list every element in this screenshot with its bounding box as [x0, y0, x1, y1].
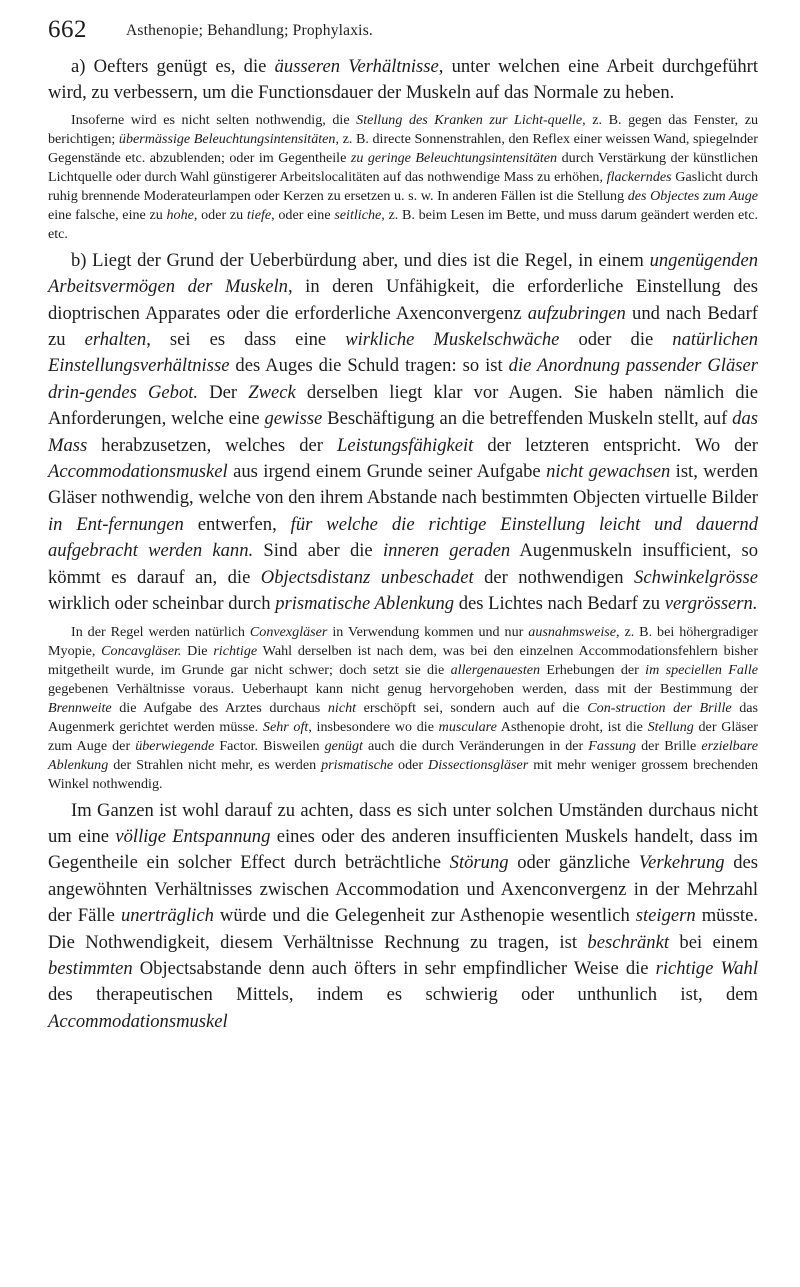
text-run: Insoferne wird es nicht selten nothwendig, die — [71, 111, 357, 128]
emphasis-text: überwiegende — [135, 737, 215, 754]
text-run: , z. B. gegen das Fenster, zu berichtigen; — [48, 111, 759, 147]
text-run: Sind aber die — [253, 540, 383, 562]
text-run: durch Verstärkung der künstlichen Lichtquelle oder durch Wahl günstigerer Arbeitslocalitäten auf das nothwendige Mass zu erhöhen, — [48, 149, 758, 185]
text-run: erschöpft sei, sondern auch auf die — [356, 699, 588, 716]
emphasis-text: in Ent-fernungen — [48, 513, 184, 535]
text-run: der Gläser zum Auge der — [48, 718, 758, 754]
text-run: des therapeutischen Mittels, indem es schwierig oder unthunlich ist, dem — [48, 984, 758, 1006]
emphasis-text: nicht — [327, 699, 357, 716]
emphasis-text: Zweck — [248, 381, 296, 403]
text-run: , oder zu — [193, 206, 247, 223]
text-run: bei einem — [669, 931, 758, 953]
emphasis-text: Störung — [449, 852, 509, 874]
text-run: , z. B. directe Sonnenstrahlen, den Reflex einer weissen Wand, spiegelnder Gegenstände etc. abzublenden; oder im Gegentheile — [48, 130, 758, 166]
emphasis-text: tiefe — [246, 206, 272, 223]
text-run: Asthenopie droht, ist die — [496, 718, 648, 735]
emphasis-text: natürlichen Einstellungsverhältnisse — [48, 329, 759, 377]
text-run: und nach Bedarf zu — [48, 302, 758, 351]
emphasis-text: ausnahmsweise — [528, 623, 616, 640]
emphasis-text: nicht gewachsen — [546, 461, 671, 483]
text-run: der Strahlen nicht mehr, es werden — [108, 756, 322, 773]
text-run: , sei es dass eine — [146, 329, 346, 351]
text-run: Wahl derselben ist nach dem, was bei den einzelnen Accommodationsfehlern bisher mitgetheilt wurde, im Grunde gar nicht schwer; doch setzt sie die — [48, 642, 759, 678]
text-run: In der Regel werden natürlich — [71, 623, 250, 640]
text-run: auch die durch Veränderungen in der — [362, 737, 589, 754]
emphasis-text: für welche die richtige Einstellung leicht und dauernd aufgebracht werden kann. — [48, 513, 758, 562]
text-run: gegebenen Verhältnisse voraus. Ueberhaupt kann nicht genug hervorgehoben werden, dass mit der Bestimmung der — [48, 680, 758, 697]
text-run: Objectsabstande denn auch öfters in sehr empfindlicher Weise die — [132, 957, 656, 979]
emphasis-text: Convexgläser — [249, 623, 328, 640]
emphasis-text: Concavgläser. — [101, 642, 182, 659]
emphasis-text: das Mass — [48, 408, 758, 456]
text-run: herabzusetzen, welches der — [87, 434, 337, 456]
emphasis-text: äusseren Verhältnisse — [274, 56, 439, 77]
emphasis-text: Stellung — [647, 718, 694, 735]
note-lighting — [48, 111, 758, 244]
emphasis-text: allergenauesten — [450, 661, 541, 678]
emphasis-text: steigern — [635, 905, 696, 927]
emphasis-text: Accommodationsmuskel — [48, 1010, 228, 1032]
text-run: der letzteren entspricht. Wo der — [473, 434, 758, 456]
text-run: des Auges die Schuld tragen: so ist — [229, 355, 509, 377]
text-run: Beschäftigung an die betreffenden Muskeln stellt, auf — [322, 408, 733, 430]
emphasis-text: aufzubringen — [527, 302, 626, 324]
emphasis-text: Stellung des Kranken zur Licht-quelle — [356, 111, 583, 128]
emphasis-text: flackerndes — [606, 168, 672, 185]
emphasis-text: inneren geraden — [382, 540, 511, 562]
text-run: Factor. Bisweilen — [214, 737, 325, 754]
text-run: eines oder des anderen insufficienten Muskels handelt, dass im Gegentheile ein solcher Effect durch beträchtliche — [48, 825, 758, 874]
emphasis-text: zu geringe Beleuchtungsintensitäten — [350, 149, 558, 166]
text-run: entwerfen, — [183, 513, 291, 535]
emphasis-text: wirkliche Muskelschwäche — [345, 329, 560, 351]
paragraph-conclusion — [48, 798, 758, 1036]
page-header — [48, 16, 758, 54]
text-run: Augenmuskeln insufficient, so kömmt es darauf an, die — [48, 540, 759, 588]
emphasis-text: seitliche — [334, 206, 382, 223]
emphasis-text: Dissectionsgläser — [428, 756, 529, 773]
emphasis-text: vergrössern. — [664, 593, 758, 615]
text-run: in Verwendung kommen und nur — [327, 623, 529, 640]
emphasis-text: Accommodationsmuskel — [48, 461, 228, 483]
emphasis-text: hohe — [166, 206, 194, 223]
book-page — [48, 16, 758, 1035]
text-run: mit mehr weniger grossem brechenden Winkel nothwendig. — [48, 756, 758, 792]
emphasis-text: prismatische — [321, 756, 394, 773]
text-run: , insbesondere wo die — [308, 718, 439, 735]
emphasis-text: Brennweite — [48, 699, 112, 716]
text-run: ist, werden Gläser nothwendig, welche von den ihrem Abstande nach bestimmten Objecten virtuelle Bilder — [48, 461, 758, 509]
emphasis-text: übermässige Beleuchtungsintensitäten — [118, 130, 336, 147]
text-run: würde und die Gelegenheit zur Asthenopie wesentlich — [213, 905, 636, 927]
text-run: oder die — [559, 329, 673, 351]
emphasis-text: erzielbare Ablenkung — [48, 737, 758, 773]
text-run: Der — [198, 381, 249, 403]
emphasis-text: die Anordnung passender Gläser drin-gendes Gebot. — [48, 355, 758, 403]
paragraph-b — [48, 248, 758, 618]
text-run: der nothwendigen — [473, 566, 635, 588]
text-run: , oder eine — [271, 206, 335, 223]
emphasis-text: musculare — [438, 718, 497, 735]
emphasis-text: Sehr oft — [262, 718, 309, 735]
emphasis-text: genügt — [324, 737, 363, 754]
emphasis-text: richtige — [213, 642, 258, 659]
page-number: 662 — [48, 16, 87, 43]
emphasis-text: erhalten — [84, 329, 147, 351]
emphasis-text: Leistungsfähigkeit — [336, 434, 474, 456]
text-run: aus irgend einem Grunde seiner Aufgabe — [227, 461, 547, 483]
text-run: Erhebungen der — [540, 661, 646, 678]
emphasis-text: Verkehrung — [638, 852, 725, 874]
text-run: b) Liegt der Grund der Ueberbürdung aber, und dies ist die Regel, in einem — [71, 249, 650, 271]
text-run: , z. B. bei höhergradiger Myopie, — [48, 623, 758, 659]
emphasis-text: ungenügenden Arbeitsvermögen der Muskeln — [48, 249, 758, 298]
emphasis-text: im speciellen Falle — [645, 661, 759, 678]
text-run: derselben liegt klar vor Augen. Sie haben nämlich die Anforderungen, welche eine — [48, 381, 759, 430]
emphasis-text: gewisse — [264, 408, 323, 430]
text-run: eine falsche, eine zu — [48, 206, 167, 223]
emphasis-text: Schwinkelgrösse — [634, 566, 758, 588]
emphasis-text: unerträglich — [120, 905, 214, 927]
text-run: Die — [181, 642, 214, 659]
text-run: die Aufgabe des Arztes durchaus — [111, 699, 328, 716]
text-run: a) Oefters genügt es, die — [71, 56, 275, 77]
emphasis-text: Fassung — [588, 737, 637, 754]
emphasis-text: bestimmten — [48, 957, 133, 979]
text-run: oder — [393, 756, 429, 773]
text-run: des Lichtes nach Bedarf zu — [454, 593, 665, 615]
emphasis-text: prismatische Ablenkung — [275, 593, 455, 615]
text-run: Im Ganzen ist wohl darauf zu achten, dass es sich unter solchen Umständen durchaus nicht um eine — [48, 799, 758, 847]
text-run: , in deren Unfähigkeit, die erforderliche Einstellung des dioptrischen Apparates oder die erforderliche Axenconvergenz — [48, 276, 758, 324]
text-run: müsste. Die Nothwendigkeit, diesem Verhältnisse Rechnung zu tragen, ist — [48, 905, 758, 953]
text-run: der Brille — [636, 737, 702, 754]
emphasis-text: Objectsdistanz unbeschadet — [260, 566, 474, 588]
running-head: Asthenopie; Behandlung; Prophylaxis. — [126, 22, 373, 39]
paragraph-a — [48, 54, 758, 107]
text-run: das Augenmerk gerichtet werden müsse. — [48, 699, 759, 735]
emphasis-text: des Objectes zum Auge — [627, 187, 759, 204]
text-run: , unter welchen eine Arbeit durchgeführt wird, zu verbessern, um die Functionsdauer der Muskeln auf das Normale zu heben. — [48, 56, 758, 104]
emphasis-text: Con-struction der Brille — [587, 699, 732, 716]
emphasis-text: beschränkt — [587, 931, 670, 953]
text-run: Gaslicht durch ruhig brennende Moderateurlampen oder Kerzen zu ersetzen u. s. w. In anderen Fällen ist die Stellung — [48, 168, 758, 204]
text-run: wirklich oder scheinbar durch — [48, 593, 276, 615]
text-run: , z. B. beim Lesen im Bette, und muss darum geändert werden etc. etc. — [48, 206, 758, 242]
text-run: des angewöhnten Verhältnisses zwischen Accommodation und Axenconvergenz in der Mehrzahl der Fälle — [48, 852, 758, 927]
note-glasses — [48, 623, 758, 794]
emphasis-text: richtige Wahl — [655, 957, 758, 979]
text-run: oder gänzliche — [508, 852, 639, 874]
emphasis-text: völlige Entspannung — [115, 825, 271, 847]
